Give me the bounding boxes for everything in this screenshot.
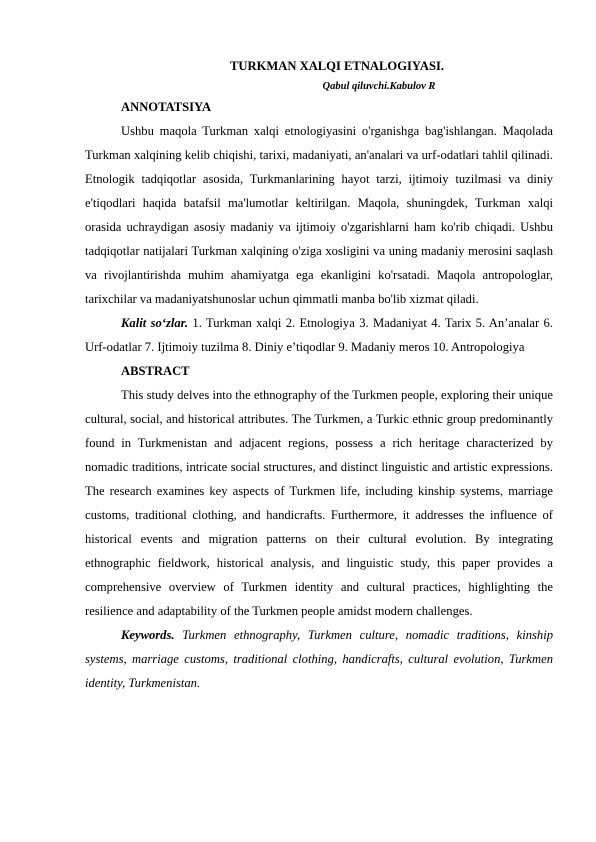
annotation-keywords-text: 1. Turkman xalqi 2. Etnologiya 3. Madaniyat 4. Tarix 5. An’analar 6. Urf-odatlar 7. Ijtimoiy tuzilma 8. Diniy e’tiqodlar 9. Madaniy meros 10. Antropologiya bbox=[85, 316, 553, 354]
document-page bbox=[85, 57, 553, 695]
annotation-heading: ANNOTATSIYA bbox=[121, 100, 212, 114]
document-title: TURKMAN XALQI ETNALOGIYASI. bbox=[229, 59, 444, 73]
annotation-keywords-label: Kalit so‘zlar. bbox=[121, 316, 189, 330]
abstract-heading: ABSTRACT bbox=[121, 364, 190, 378]
abstract-text: This study delves into the ethnography of the Turkmen people, exploring their unique cultural, social, and historical attributes. The Turkmen, a Turkic ethnic group predominantly found in Turkmenistan and adjacent regions, possess a rich heritage characterized by nomadic traditions, intricate social structures, and distinct linguistic and artistic expressions. The research examines key aspects of Turkmen life, including kinship systems, marriage customs, traditional clothing, and handicrafts. Furthermore, it addresses the influence of historical events and migration patterns on their cultural evolution. By integrating ethnographic fieldwork, historical analysis, and linguistic study, this paper provides a comprehensive overview of Turkmen identity and cultural practices, highlighting the resilience and adaptability of the Turkmen people amidst modern challenges. bbox=[85, 388, 553, 618]
abstract-keywords bbox=[85, 623, 553, 695]
abstract-keywords-label: Keywords. bbox=[121, 628, 175, 642]
annotation-text: Ushbu maqola Turkman xalqi etnologiyasini o'rganishga bag'ishlangan. Maqolada Turkman xalqining kelib chiqishi, tarixi, madaniyati, an'analari va urf-odatlari tahlil qilinadi. Etnologik tadqiqotlar asosida, Turkmanlarining hayot tarzi, ijtimoiy tuzilmasi va diniy e'tiqodlari haqida batafsil ma'lumotlar keltirilgan. Maqola, shuningdek, Turkman xalqi orasida uchraydigan asosiy madaniy va ijtimoiy o'zgarishlarni ham ko'rib chiqadi. Ushbu tadqiqotlar natijalari Turkman xalqining o'ziga xosligini va uning madaniy merosini saqlash va rivojlantirishda muhim ahamiyatga ega ekanligini ko'rsatadi. Maqola antropologlar, tarixchilar va madaniyatshunoslar uchun qimmatli manba bo'lib xizmat qiladi. bbox=[85, 124, 553, 306]
abstract-keywords-text: Turkmen ethnography, Turkmen culture, nomadic traditions, kinship systems, marriage customs, traditional clothing, handicrafts, cultural evolution, Turkmen identity, Turkmenistan. bbox=[85, 628, 553, 690]
document-author: Qabul qiluvchi.Kabulov R bbox=[322, 81, 436, 92]
annotation-keywords bbox=[85, 311, 553, 359]
